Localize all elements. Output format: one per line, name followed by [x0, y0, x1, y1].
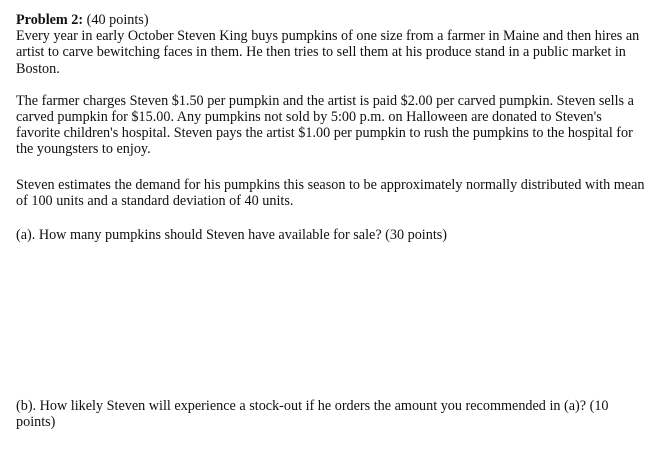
paragraph-costs: The farmer charges Steven $1.50 per pumpkin and the artist is paid $2.00 per carved pumpkin. Steven sells a carved pumpkin for $15.00. Any pumpkins not sold by 5:00 p.m. on Halloween are donated to Steven's favorite children's hospital. Steven pays the artist $1.00 per pumpkin to rush the pumpkins to the hospital for the youngsters to enjoy. — [16, 92, 634, 158]
problem-heading: Problem 2: — [16, 12, 84, 28]
question-b: (b). How likely Steven will experience a stock-out if he orders the amount you recommended in (a)? (10 points) — [16, 398, 609, 431]
paragraph-demand: Steven estimates the demand for his pumpkins this season to be approximately normally distributed with mean of 100 units and a standard deviation of 40 units. — [16, 176, 645, 209]
problem-points: (40 points) — [83, 12, 149, 28]
question-a: (a). How many pumpkins should Steven have available for sale? (30 points) — [16, 227, 448, 244]
problem-title — [16, 12, 646, 28]
problem-document — [16, 12, 646, 243]
paragraph-intro: Every year in early October Steven King buys pumpkins of one size from a farmer in Maine and then hires an artist to carve bewitching faces in them. He then tries to sell them at his produce stand in a public market in Boston. — [16, 28, 640, 77]
